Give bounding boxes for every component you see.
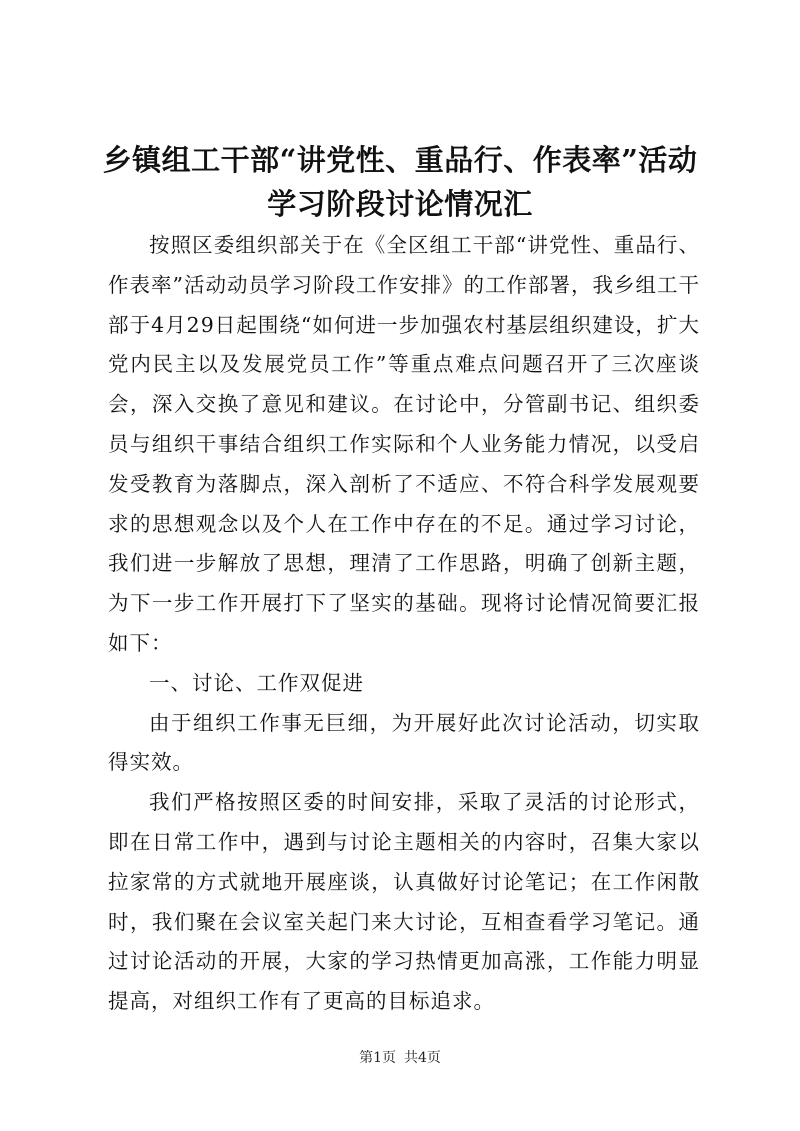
paragraph: 由于组织工作事无巨细，为开展好此次讨论活动，切实取得实效。 xyxy=(108,710,700,775)
paragraph-intro: 按照区委组织部关于在《全区组工干部“讲党性、重品行、作表率”活动动员学习阶段工作安排》的工作部署，我乡组工干部于4月29日起围绕“如何进一步加强农村基层组织建设，扩大党内民主以及发展党员工作”等重点难点问题召开了三次座谈会，深入交换了意见和建议。在讨论中，分管副书记、组织委员与组织干事结合组织工作实际和个人业务能力情况，以受启发受教育为落脚点，深入剖析了不适应、不符合科学发展观要求的思想观念以及个人在工作中存在的不足。通过学习讨论，我们进一步解放了思想，理清了工作思路，明确了创新主题，为下一步工作开展打下了坚实的基础。现将讨论情况简要汇报如下： xyxy=(108,233,700,655)
page-number: 第1页 xyxy=(359,1050,396,1066)
document-body xyxy=(108,226,700,1022)
section-heading: 一、讨论、工作双促进 xyxy=(149,670,364,695)
page-footer xyxy=(0,1048,800,1068)
document-title: 乡镇组工干部“讲党性、重品行、作表率”活动学习阶段讨论情况汇 xyxy=(102,143,698,221)
paragraph: 我们严格按照区委的时间安排，采取了灵活的讨论形式，即在日常工作中，遇到与讨论主题相关的内容时，召集大家以拉家常的方式就地开展座谈，认真做好讨论笔记；在工作闲散时，我们聚在会议室关起门来大讨论，互相查看学习笔记。通过讨论活动的开展，大家的学习热情更加高涨，工作能力明显提高，对组织工作有了更高的目标追求。 xyxy=(108,790,700,1014)
page-total: 共4页 xyxy=(404,1050,441,1066)
